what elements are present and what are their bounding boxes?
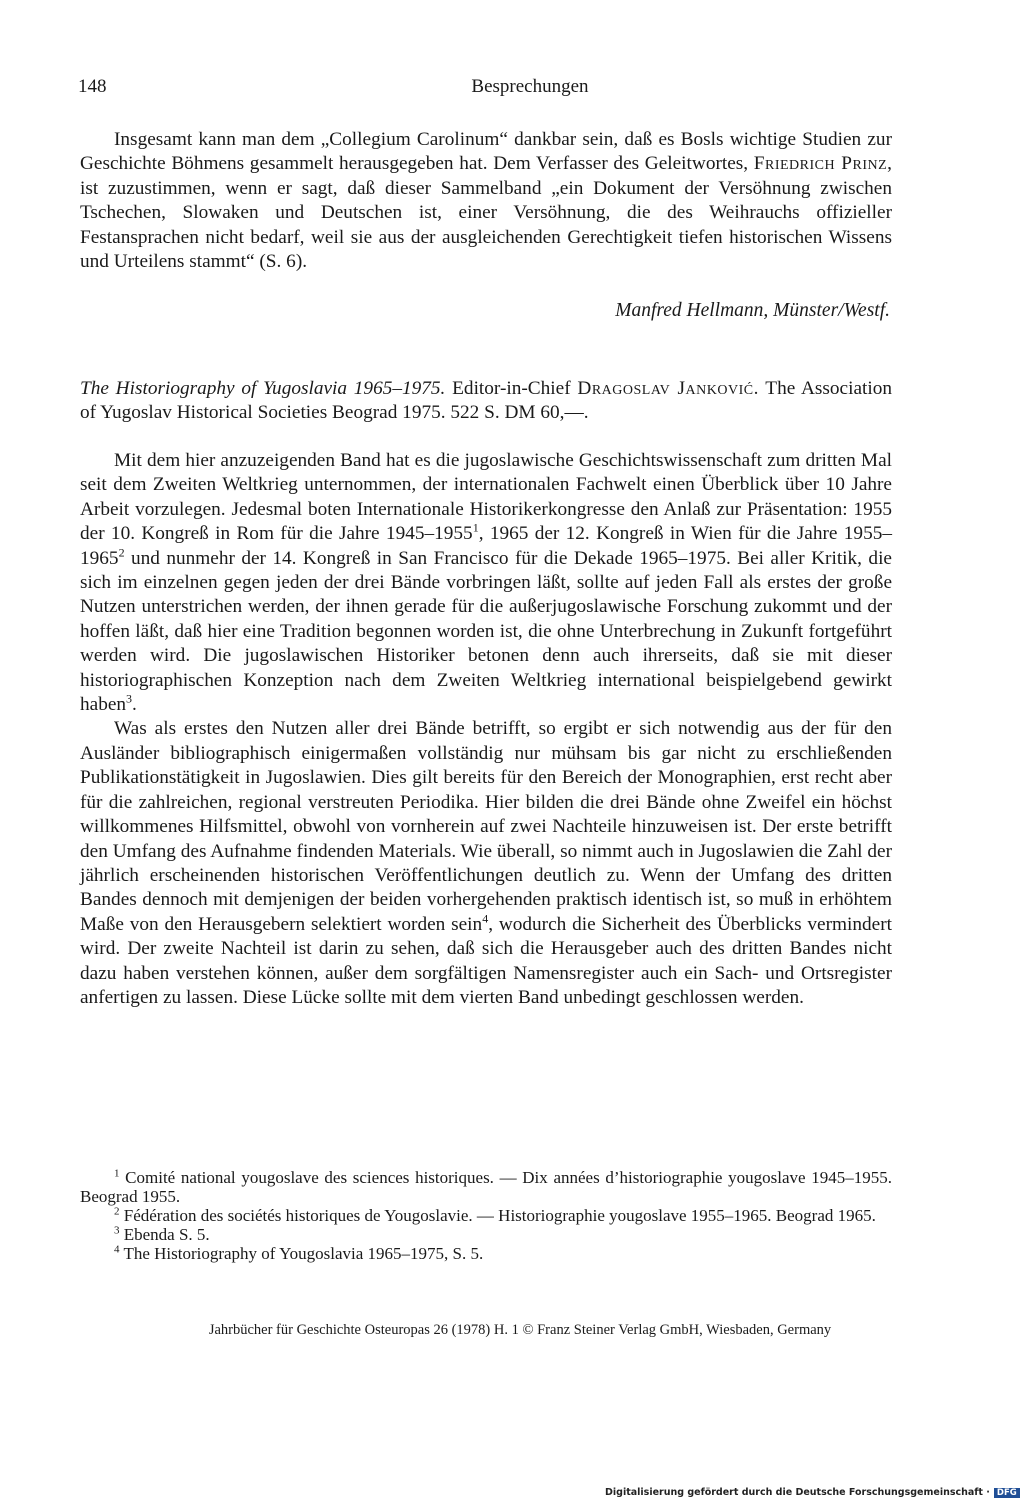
editor-prefix: Editor-in-Chief	[445, 378, 578, 399]
paragraph1-text-c: und nunmehr der 14. Kongreß in San Francisco für die Dekade 1965–1975. Bei aller Kritik, die sich im einzelnen gegen jeden der drei Bände vorbringen läßt, sollte auf jeden Fall als erstes der große Nutzen unterstrichen werden, der ihnen gerade für die außerjugoslawische Forschung zukommt und der hoffen läßt, daß hier eine Tradition begonnen worden ist, die ohne Unterbrechung in Zukunft fortgeführt werden wird. Die jugoslawischen Historiker betonen denn auch ihrerseits, daß sie mit dieser historiographischen Konzeption nach dem Zweiten Weltkrieg international beispielgebend gewirkt haben	[80, 547, 892, 716]
footnote-4	[80, 1244, 892, 1263]
paragraph2-text-a: Was als erstes den Nutzen aller drei Bände betrifft, so ergibt er sich notwendig aus der für den Ausländer bibliographisch einigermaßen vollständig nur mühsam bis gar nicht zu erschließenden Publikationstätigkeit in Jugoslawien. Dies gilt bereits für den Bereich der Monographien, erst recht aber für die zahlreichen, regional verstreuten Periodika. Hier bilden die drei Bände ohne Zweifel ein höchst willkommenes Hilfsmittel, obwohl von vornherein auf zwei Nachteile hinzuweisen ist. Der erste betrifft den Umfang des Aufnahme findenden Materials. Wie überall, so nimmt auch in Jugoslawien die Zahl der jährlich erscheinenden historischen Veröffentlichungen deutlich zu. Wenn der Umfang des dritten Bandes dennoch mit demjenigen der beiden vorhergehenden praktisch identisch ist, so muß in erhöhtem Maße von den Herausgebern selektiert worden sein	[80, 718, 892, 935]
footnote-text: Fédération des sociétés historiques de Yougoslavie. — Historiographie yougoslave 1955–1965. Beograd 1965.	[119, 1206, 876, 1225]
editor-name: Dragoslav Janković.	[577, 378, 759, 399]
review1-closing-paragraph	[80, 128, 892, 274]
footnote-2	[80, 1206, 892, 1225]
journal-imprint: Jahrbücher für Geschichte Osteuropas 26 (1978) H. 1 © Franz Steiner Verlag GmbH, Wiesbaden, Germany	[208, 1322, 832, 1338]
paragraph2-text-b: , wodurch die Sicherheit des Überblicks vermindert wird. Der zweite Nachteil ist darin zu sehen, daß sich die Herausgeber auch des dritten Bandes nicht dazu haben verstehen können, außer dem sorgfältigen Namensregister auch ein Sach- und Ortsregister anfertigen zu lassen. Diese Lücke sollte mit dem vierten Band unbedingt geschlossen werden.	[80, 913, 892, 1008]
reviewer-signature: Manfred Hellmann, Münster/Westf.	[615, 300, 890, 321]
footnote-number: 2	[114, 1205, 120, 1218]
footnote-3	[80, 1225, 892, 1244]
review2-paragraph-2	[80, 717, 892, 1010]
footnote-1	[80, 1168, 892, 1206]
paragraph1-text-b: , 1965 der 12. Kongreß in Wien für die Jahre 1955–1965	[80, 523, 892, 569]
footnote-ref-2[interactable]: 2	[118, 545, 125, 560]
footnote-ref-1[interactable]: 1	[472, 520, 479, 535]
paragraph1-text-d: .	[132, 694, 137, 716]
digitization-text: Digitalisierung gefördert durch die Deutsche Forschungsgemeinschaft ·	[605, 1487, 990, 1498]
footnote-ref-3[interactable]: 3	[126, 691, 133, 706]
book-title: The Historiography of Yugoslavia 1965–1975.	[80, 378, 446, 399]
running-header: Besprechungen	[471, 76, 589, 97]
footnote-text: The Historiography of Yougoslavia 1965–1975, S. 5.	[119, 1244, 484, 1263]
publication-details: The Association of Yugoslav Historical Societies Beograd 1975. 522 S. DM 60,—.	[80, 378, 893, 424]
page-number: 148	[78, 76, 107, 97]
footnote-number: 3	[114, 1224, 120, 1237]
footnotes	[80, 1168, 892, 1263]
footnote-number: 4	[114, 1243, 120, 1256]
review2-body	[80, 449, 892, 1010]
paragraph1-text-a: Mit dem hier anzuzeigenden Band hat es die jugoslawische Geschichtswissenschaft zum dritten Mal seit dem Zweiten Weltkrieg unternommen, der internationalen Fachwelt einen Überblick über 10 Jahre Arbeit vorzulegen. Jedesmal boten Internationale Historikerkongresse den Anlaß zur Präsentation: 1955 der 10. Kongreß in Rom für die Jahre 1945–1955	[80, 450, 892, 545]
footnote-number: 1	[114, 1167, 120, 1180]
review1-text-part1: Insgesamt kann man dem „Collegium Carolinum“ dankbar sein, daß es Bosls wichtige Studien zur Geschichte Böhmens gesammelt herausgegeben hat. Dem Verfasser des Geleitwortes,	[80, 129, 892, 175]
digitization-note	[605, 1487, 1020, 1498]
review2-citation	[80, 377, 892, 426]
footnote-ref-4[interactable]: 4	[482, 911, 489, 926]
review2-paragraph-1	[80, 449, 892, 717]
review1-text-part2: , ist zuzustimmen, wenn er sagt, daß dieser Sammelband „ein Dokument der Versöhnung zwischen Tschechen, Slowaken und Deutschen ist, einer Versöhnung, die des Weihrauchs offizieller Festansprachen nicht bedarf, weil sie aus der ausgleichenden Gerechtigkeit tiefen historischen Wissens und Urteilens stammt“ (S. 6).	[80, 153, 892, 273]
author-name-prinz: Friedrich Prinz	[753, 153, 888, 175]
footnote-text: Comité national yougoslave des sciences historiques. — Dix années d’historiographie yougoslave 1945–1955. Beograd 1955.	[80, 1168, 892, 1206]
dfg-logo-icon: DFG	[994, 1488, 1020, 1498]
footnote-text: Ebenda S. 5.	[119, 1225, 210, 1244]
